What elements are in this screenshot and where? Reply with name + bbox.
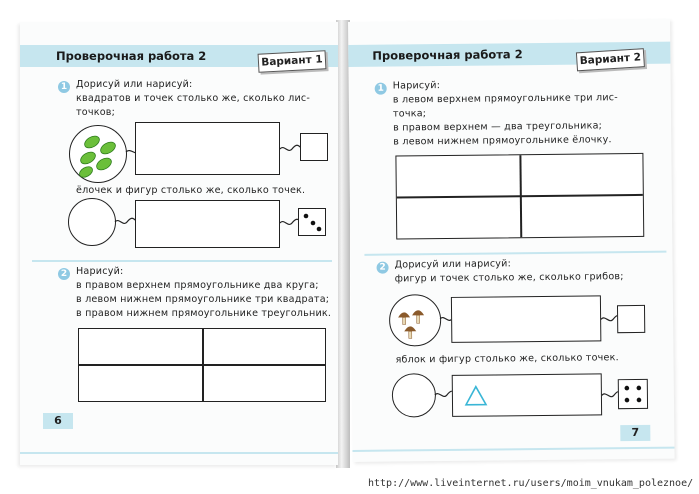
leaves-circle xyxy=(69,125,127,183)
left-task2-line: в правом нижнем прямоугольнике треугольник. xyxy=(76,308,332,319)
left-task1-number: 1 xyxy=(58,81,70,93)
right-task1-line: Нарисуй: xyxy=(392,80,441,92)
right-variant-label: Вариант 2 xyxy=(576,48,645,71)
left-task2-line: Нарисуй: xyxy=(76,266,124,277)
answer-square[interactable] xyxy=(617,305,645,333)
left-task1-line: точков; xyxy=(76,107,116,118)
left-page xyxy=(20,22,338,465)
right-task2-line: Дорисуй или нарисуй: xyxy=(394,258,512,271)
four-dots xyxy=(617,378,647,408)
left-variant-label: Вариант 1 xyxy=(258,50,327,73)
mushrooms-picture xyxy=(390,295,443,348)
three-dots xyxy=(298,208,326,236)
task-separator xyxy=(32,260,332,262)
triangle-icon xyxy=(465,386,487,406)
answer-rectangle[interactable] xyxy=(135,200,280,248)
bottom-band xyxy=(352,447,674,452)
right-task1-line: точка; xyxy=(392,108,427,120)
left-task1-line: квадратов и точек столько же, сколько лис- xyxy=(76,93,311,104)
right-page-number: 7 xyxy=(620,425,650,441)
left-task2-number: 2 xyxy=(58,268,70,280)
right-page xyxy=(348,19,675,462)
right-task1-line: в левом верхнем прямоугольнике три лис- xyxy=(392,92,618,106)
four-rect-grid[interactable] xyxy=(395,153,644,240)
right-task2-number: 2 xyxy=(377,262,389,274)
answer-rectangle[interactable] xyxy=(452,373,602,417)
right-page-title: Проверочная работа 2 xyxy=(372,47,523,63)
right-task1-line: в левом нижнем прямоугольнике ёлочку. xyxy=(393,134,612,148)
left-task2-line: в левом нижнем прямоугольнике три квадрата; xyxy=(76,294,330,305)
answer-square[interactable] xyxy=(300,133,328,161)
leaves-picture xyxy=(70,126,128,184)
left-task2-line: в правом верхнем прямоугольнике два круга; xyxy=(76,280,319,291)
right-task1-line: в правом верхнем — два треугольника; xyxy=(393,120,603,134)
left-task1-line: Дорисуй или нарисуй: xyxy=(76,79,193,90)
task-separator xyxy=(364,251,666,256)
answer-circle[interactable] xyxy=(392,373,436,417)
answer-rectangle[interactable] xyxy=(135,122,280,175)
right-task1-number: 1 xyxy=(375,83,387,95)
mushrooms-circle xyxy=(389,294,442,347)
left-page-number: 6 xyxy=(43,413,73,429)
connector-squiggle xyxy=(280,144,302,154)
connector-squiggle xyxy=(115,217,137,227)
dice-square xyxy=(618,379,648,409)
answer-circle[interactable] xyxy=(68,198,116,246)
dice-square xyxy=(298,208,326,236)
bottom-band xyxy=(20,452,338,454)
answer-rectangle[interactable] xyxy=(451,295,601,343)
grid-divider-horizontal xyxy=(79,364,325,366)
left-task1-line2: ёлочек и фигур столько же, сколько точек. xyxy=(76,185,306,196)
right-task2-line: фигур и точек столько же, сколько грибов; xyxy=(394,271,624,285)
right-task2-line2: яблок и фигур столько же, сколько точек. xyxy=(395,352,619,366)
footer-url[interactable]: http://www.liveinternet.ru/users/moim_vnukam_poleznoe/ xyxy=(368,478,694,489)
left-page-title: Проверочная работа 2 xyxy=(56,49,207,63)
four-rect-grid[interactable] xyxy=(78,328,326,402)
